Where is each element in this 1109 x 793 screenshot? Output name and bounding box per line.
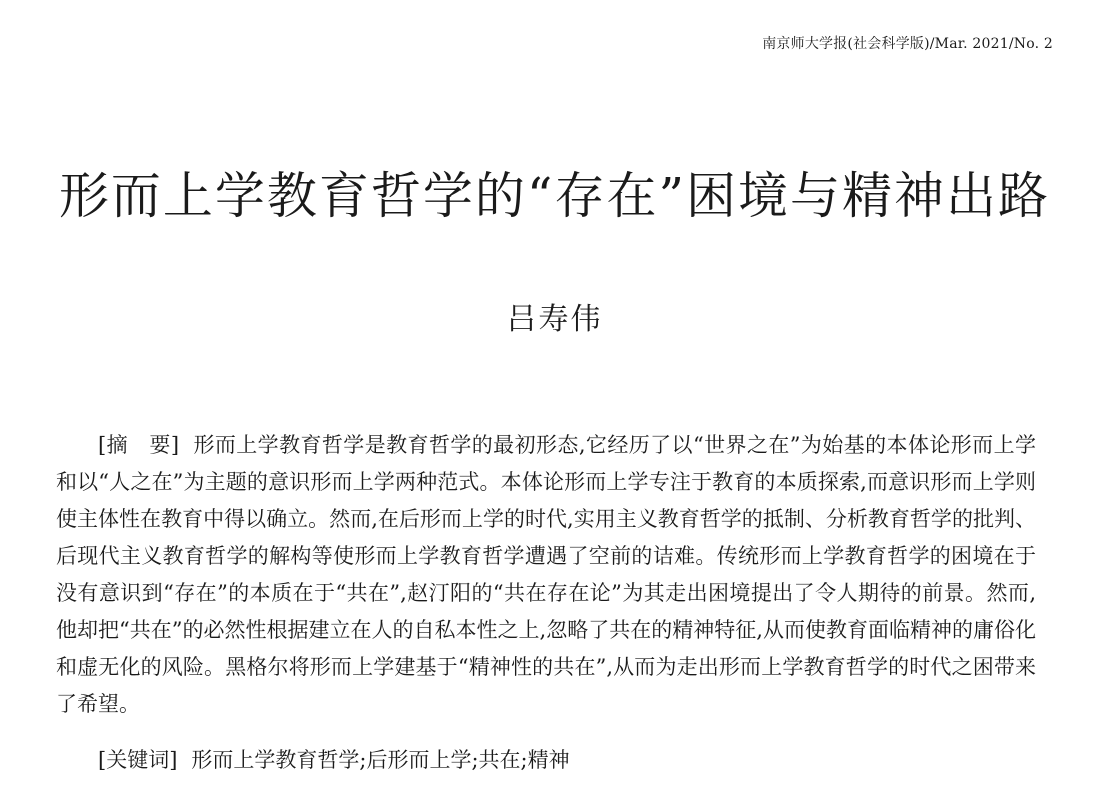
article-title: 形而上学教育哲学的“存在”困境与精神出路: [58, 167, 1051, 225]
abstract-text: 形而上学教育哲学是教育哲学的最初形态,它经历了以“世界之在”为始基的本体论形而上学和以“人之在”为主题的意识形而上学两种范式。本体论形而上学专注于教育的本质探索,而意识形而上学则使主体性在教育中得以确立。然而,在后形而上学的时代,实用主义教育哲学的抵制、分析教育哲学的批判、后现代主义教育哲学的解构等使形而上学教育哲学遭遇了空前的诘难。传统形而上学教育哲学的困境在于没有意识到“存在”的本质在于“共在”,赵汀阳的“共在存在论”为其走出困境提出了令人期待的前景。然而,他却把“共在”的必然性根据建立在人的自私本性之上,忽略了共在的精神特征,从而使教育面临精神的庸俗化和虚无化的风险。黑格尔将形而上学建基于“精神性的共在”,从而为走出形而上学教育哲学的时代之困带来了希望。: [56, 433, 1036, 716]
abstract-paragraph: [56, 427, 1036, 723]
article-author: 吕寿伟: [506, 302, 603, 337]
abstract-label: [摘 要]: [98, 433, 180, 457]
keywords-label: [关键词]: [98, 748, 178, 772]
keywords-paragraph: [56, 742, 1036, 779]
keywords-text: 形而上学教育哲学;后形而上学;共在;精神: [191, 748, 570, 772]
journal-running-header: 南京师大学报(社会科学版)/Mar. 2021/No. 2: [762, 36, 1053, 52]
